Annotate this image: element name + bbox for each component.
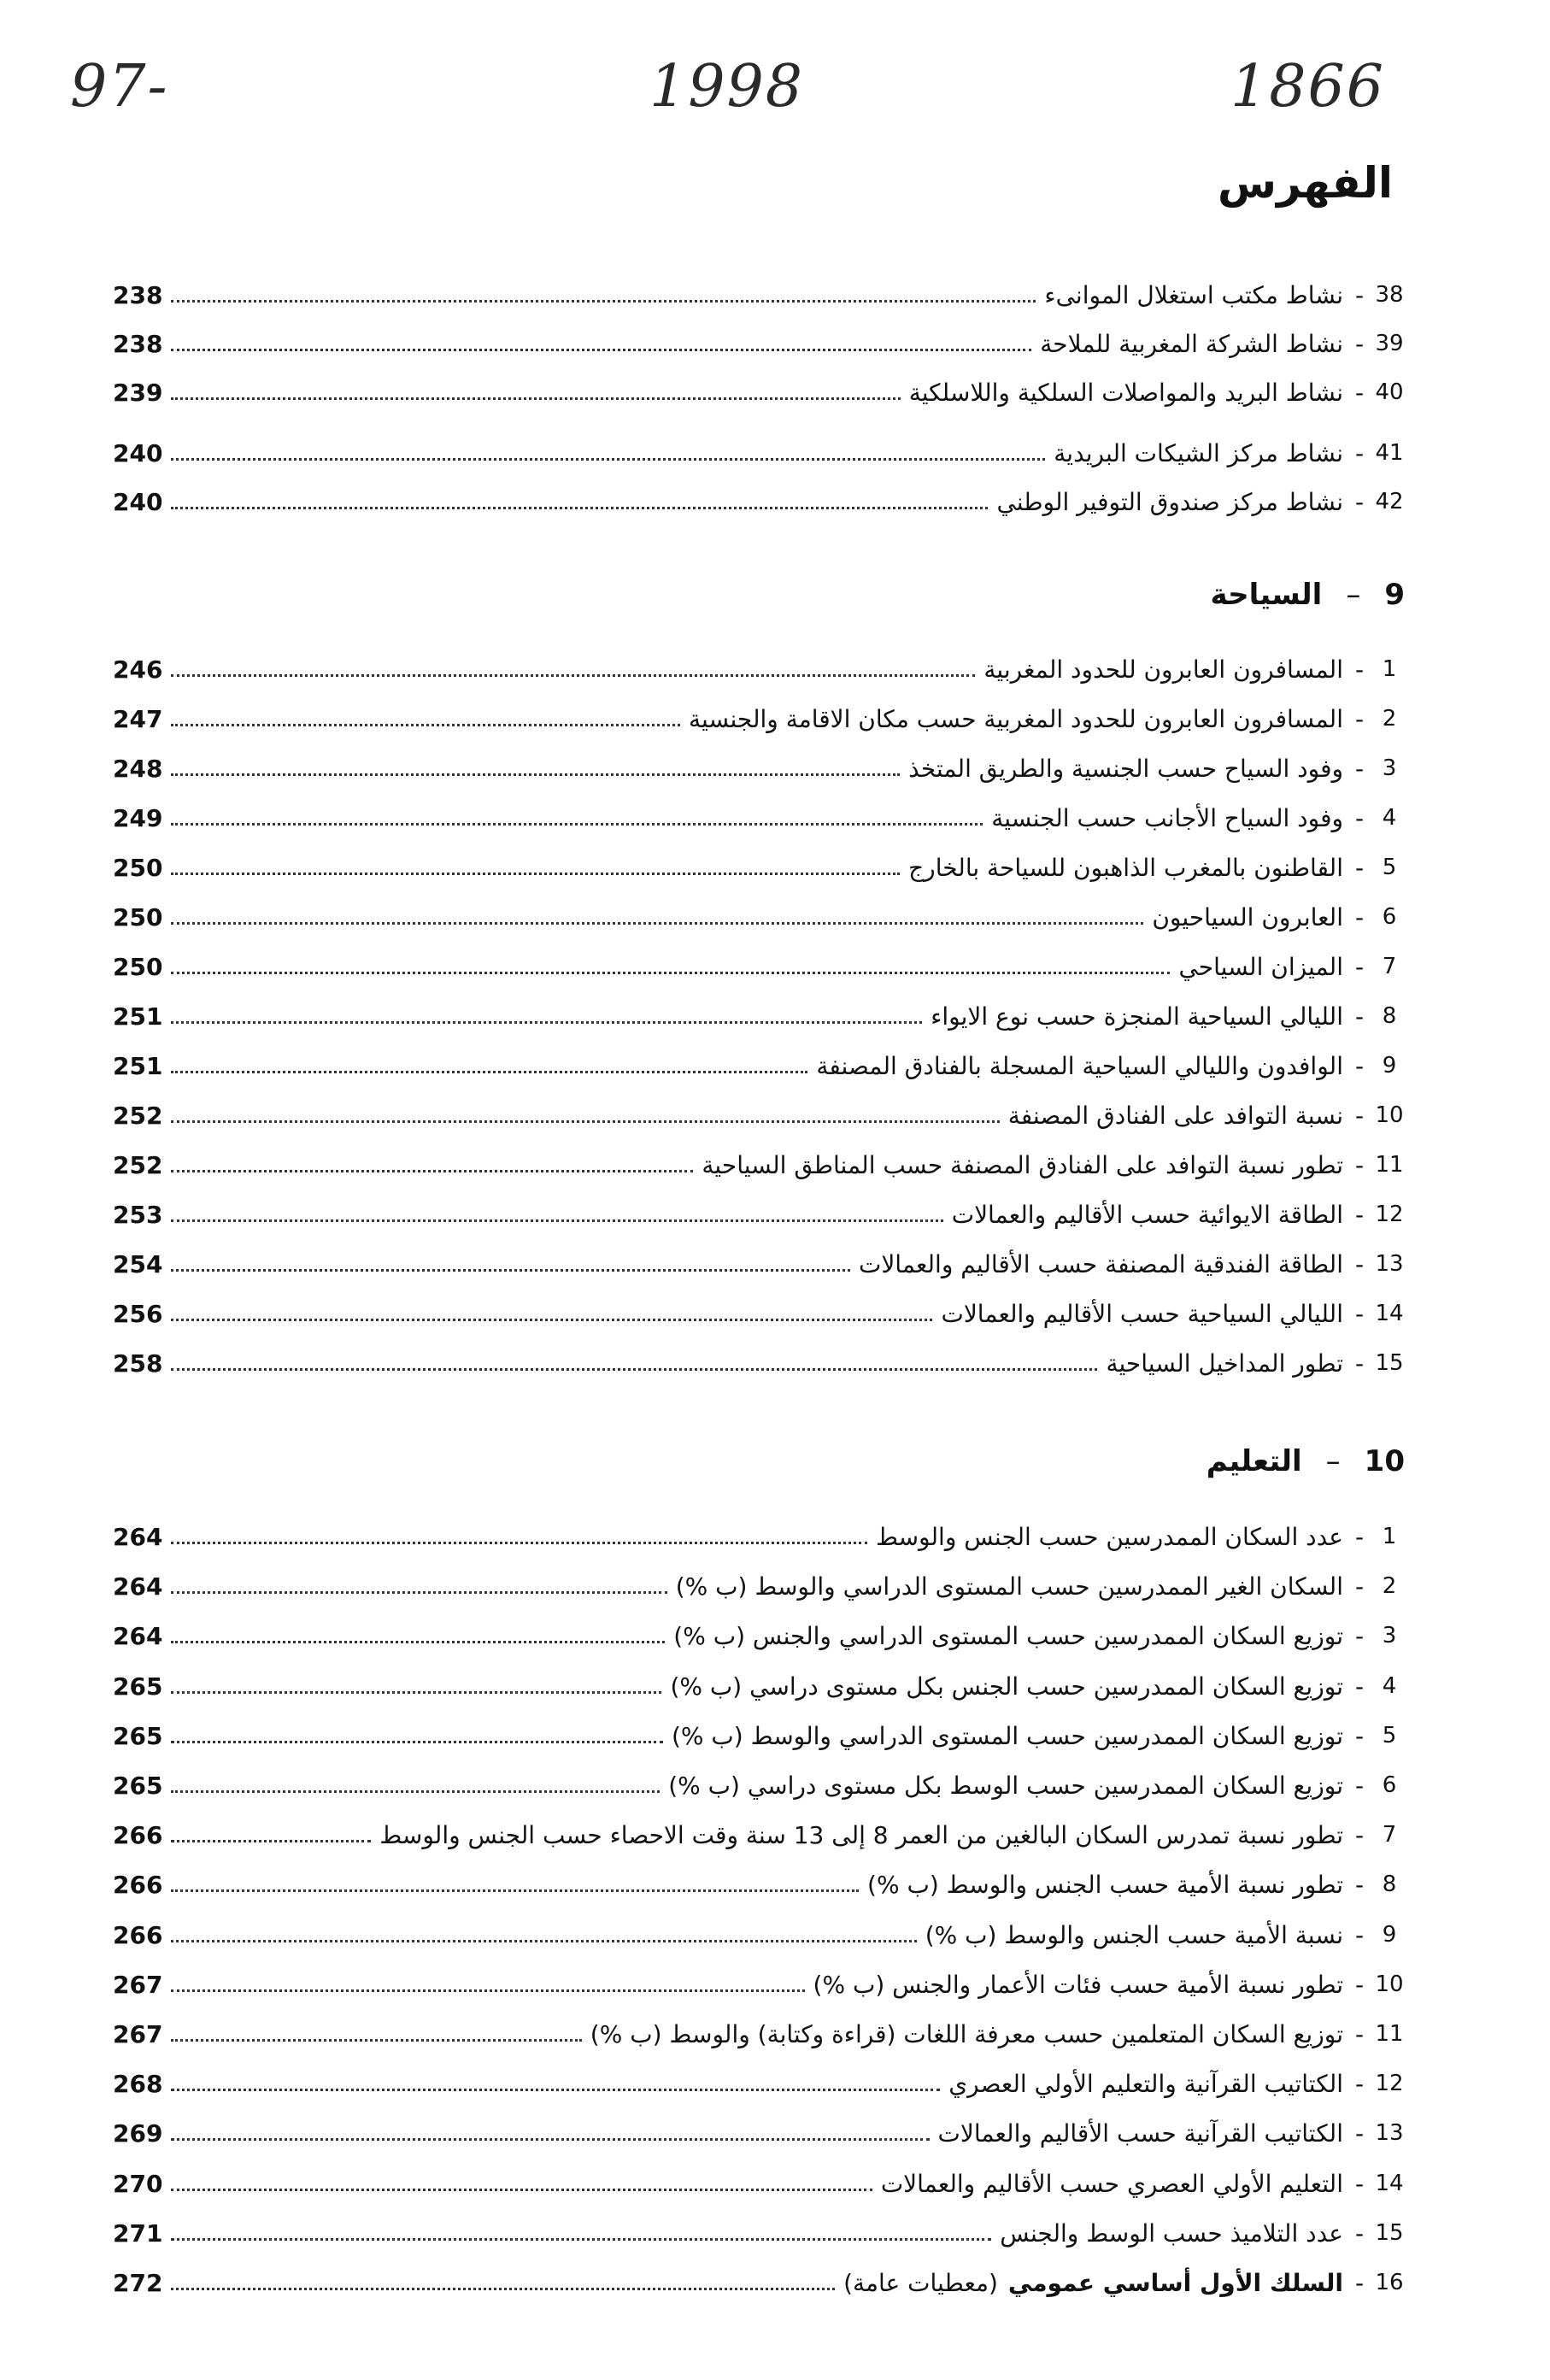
toc-row-dash: - bbox=[1354, 2118, 1365, 2148]
leader-dots bbox=[171, 674, 975, 677]
toc-row-page-number: 248 bbox=[113, 754, 163, 783]
section-number: 9 bbox=[1384, 578, 1405, 612]
toc-row-page-number: 252 bbox=[113, 1101, 163, 1130]
toc-row-page-number: 258 bbox=[113, 1349, 163, 1378]
toc-row-number: 7 bbox=[1382, 1822, 1397, 1848]
toc-row-dash: - bbox=[1354, 1820, 1365, 1849]
toc-row-title: الوافدون والليالي السياحية المسجلة بالفنادق المصنفة bbox=[816, 1051, 1343, 1080]
toc-row bbox=[113, 1343, 1408, 1383]
toc-row bbox=[113, 1616, 1408, 1655]
toc-row-number: 16 bbox=[1375, 2270, 1404, 2295]
toc-row bbox=[113, 2064, 1408, 2103]
toc-row-title: توزيع السكان الممدرسين حسب المستوى الدراسي والوسط (ب %) bbox=[672, 1721, 1343, 1750]
leader-dots bbox=[171, 773, 900, 776]
toc-row bbox=[113, 1195, 1408, 1234]
toc-row bbox=[113, 897, 1408, 937]
toc-row-title-suffix: (معطيات عامة) bbox=[843, 2268, 998, 2297]
toc-row-dash: - bbox=[1354, 1249, 1365, 1278]
toc-row-page-number: 265 bbox=[113, 1771, 163, 1800]
toc-row-page-number: 251 bbox=[113, 1051, 163, 1080]
toc-row-page-number: 270 bbox=[113, 2169, 163, 2198]
toc-row-dash: - bbox=[1354, 1200, 1365, 1229]
toc-row-title: تطور المداخيل السياحية bbox=[1106, 1349, 1343, 1378]
toc-row bbox=[113, 1145, 1408, 1184]
toc-row-number: 12 bbox=[1375, 1202, 1404, 1227]
toc-row-dash: - bbox=[1354, 1150, 1365, 1179]
toc-row-title: التعليم الأولي العصري حسب الأقاليم والعمالات bbox=[880, 2169, 1343, 2198]
toc-row-number: 15 bbox=[1375, 2220, 1404, 2246]
toc-row-page-number: 269 bbox=[113, 2118, 163, 2148]
leader-dots bbox=[171, 1790, 660, 1793]
toc-row-title: الكتاتيب القرآنية حسب الأقاليم والعمالات bbox=[937, 2118, 1343, 2148]
toc-row-number: 12 bbox=[1375, 2071, 1404, 2096]
leader-dots bbox=[171, 2138, 929, 2141]
leader-dots bbox=[171, 2238, 991, 2241]
toc-row bbox=[113, 1046, 1408, 1085]
toc-row bbox=[113, 798, 1408, 837]
toc-row-title: الليالي السياحية المنجزة حسب نوع الايواء bbox=[931, 1002, 1343, 1031]
toc-row-dash: - bbox=[1354, 378, 1365, 407]
toc-row bbox=[113, 1566, 1408, 1606]
leader-dots bbox=[171, 2288, 835, 2290]
leader-dots bbox=[171, 1071, 807, 1073]
toc-row-dash: - bbox=[1354, 952, 1365, 981]
toc-row-number: 42 bbox=[1375, 489, 1404, 514]
toc-row-dash: - bbox=[1354, 280, 1365, 309]
leader-dots bbox=[171, 1319, 932, 1321]
toc-row-page-number: 266 bbox=[113, 1870, 163, 1899]
leader-dots bbox=[171, 507, 988, 509]
toc-row-number: 15 bbox=[1375, 1350, 1404, 1376]
toc-row-dash: - bbox=[1354, 1101, 1365, 1130]
handwritten-note-center: 1998 bbox=[649, 53, 805, 120]
toc-row bbox=[113, 1815, 1408, 1854]
leader-dots bbox=[171, 1641, 665, 1643]
toc-row-dash: - bbox=[1354, 2019, 1365, 2048]
toc-row-dash: - bbox=[1354, 902, 1365, 931]
toc-row-title: العابرون السياحيون bbox=[1152, 902, 1343, 931]
toc-row-page-number: 253 bbox=[113, 1200, 163, 1229]
toc-row-page-number: 240 bbox=[113, 487, 163, 516]
leader-dots bbox=[171, 873, 900, 875]
toc-row bbox=[113, 996, 1408, 1036]
leader-dots bbox=[171, 724, 680, 726]
toc-row-title: عدد التلاميذ حسب الوسط والجنس bbox=[1000, 2218, 1343, 2248]
toc-row-dash: - bbox=[1354, 2069, 1365, 2098]
toc-row-number: 41 bbox=[1375, 440, 1404, 466]
leader-dots bbox=[171, 1741, 663, 1743]
toc-row bbox=[113, 749, 1408, 788]
toc-row bbox=[113, 373, 1408, 412]
leader-dots bbox=[171, 1591, 666, 1594]
section-dash: – bbox=[1325, 1444, 1341, 1478]
toc-row-dash: - bbox=[1354, 1970, 1365, 1999]
toc-row-dash: - bbox=[1354, 1920, 1365, 1949]
toc-row-title: الليالي السياحية حسب الأقاليم والعمالات bbox=[941, 1299, 1343, 1328]
toc-row-dash: - bbox=[1354, 1771, 1365, 1800]
leader-dots bbox=[171, 1989, 804, 1992]
toc-row-page-number: 238 bbox=[113, 329, 163, 358]
leader-dots bbox=[171, 300, 1036, 303]
leader-dots bbox=[171, 1889, 859, 1892]
section-number: 10 bbox=[1364, 1444, 1405, 1478]
toc-row-page-number: 240 bbox=[113, 438, 163, 467]
toc-row-title: نشاط مركز الشيكات البريدية bbox=[1054, 438, 1343, 467]
toc-row-number: 1 bbox=[1382, 656, 1397, 682]
leader-dots bbox=[171, 1368, 1097, 1371]
toc-row bbox=[113, 1096, 1408, 1135]
toc-row bbox=[113, 1517, 1408, 1556]
toc-row-dash: - bbox=[1354, 1721, 1365, 1750]
toc-row-number: 4 bbox=[1382, 1673, 1397, 1699]
leader-dots bbox=[171, 823, 983, 826]
toc-row-dash: - bbox=[1354, 487, 1365, 516]
toc-row-number: 14 bbox=[1375, 1301, 1404, 1326]
toc-row-page-number: 267 bbox=[113, 2019, 163, 2048]
toc-row-dash: - bbox=[1354, 1349, 1365, 1378]
toc-row-page-number: 264 bbox=[113, 1522, 163, 1551]
toc-row-title: نسبة الأمية حسب الجنس والوسط (ب %) bbox=[925, 1920, 1343, 1949]
toc-row-page-number: 251 bbox=[113, 1002, 163, 1031]
toc-row bbox=[113, 1766, 1408, 1805]
toc-row-title: السكان الغير الممدرسين حسب المستوى الدراسي والوسط (ب %) bbox=[675, 1572, 1343, 1601]
toc-row-title: الطاقة الايوائية حسب الأقاليم والعمالات bbox=[951, 1200, 1343, 1229]
leader-dots bbox=[171, 1691, 661, 1694]
toc-row-number: 14 bbox=[1375, 2171, 1404, 2196]
toc-row-number: 38 bbox=[1375, 282, 1404, 308]
toc-row-dash: - bbox=[1354, 2268, 1365, 2297]
toc-row bbox=[113, 433, 1408, 473]
toc-row-dash: - bbox=[1354, 1621, 1365, 1650]
toc-row-dash: - bbox=[1354, 2218, 1365, 2248]
toc-row bbox=[113, 947, 1408, 986]
leader-dots bbox=[171, 2189, 872, 2191]
leader-dots bbox=[171, 1120, 999, 1123]
toc-row-page-number: 252 bbox=[113, 1150, 163, 1179]
toc-row-number: 4 bbox=[1382, 805, 1397, 831]
toc-row-dash: - bbox=[1354, 1672, 1365, 1701]
toc-row-number: 8 bbox=[1382, 1003, 1397, 1029]
toc-row-dash: - bbox=[1354, 1522, 1365, 1551]
toc-row-dash: - bbox=[1354, 803, 1365, 832]
toc-row-dash: - bbox=[1354, 438, 1365, 467]
leader-dots bbox=[171, 2089, 940, 2091]
toc-row-number: 11 bbox=[1375, 1152, 1404, 1178]
toc-row bbox=[113, 1865, 1408, 1904]
toc-row-number: 10 bbox=[1375, 1972, 1404, 1997]
toc-row-page-number: 267 bbox=[113, 1970, 163, 1999]
toc-row-number: 7 bbox=[1382, 954, 1397, 979]
toc-row-page-number: 249 bbox=[113, 803, 163, 832]
toc-row-title: القاطنون بالمغرب الذاهبون للسياحة بالخارج bbox=[908, 853, 1343, 882]
toc-row-number: 1 bbox=[1382, 1524, 1397, 1549]
toc-row bbox=[113, 2164, 1408, 2203]
toc-row-number: 3 bbox=[1382, 1623, 1397, 1648]
leader-dots bbox=[171, 922, 1143, 925]
toc-row-page-number: 268 bbox=[113, 2069, 163, 2098]
toc-row-number: 10 bbox=[1375, 1102, 1404, 1128]
toc-row-number: 13 bbox=[1375, 2120, 1404, 2146]
toc-row-page-number: 250 bbox=[113, 902, 163, 931]
toc-row-title: الميزان السياحي bbox=[1178, 952, 1343, 981]
toc-row-page-number: 239 bbox=[113, 378, 163, 407]
toc-row bbox=[113, 324, 1408, 363]
toc-row bbox=[113, 2014, 1408, 2054]
toc-row-title: تطور نسبة تمدرس السكان البالغين من العمر 8 إلى 13 سنة وقت الاحصاء حسب الجنس والوسط bbox=[379, 1820, 1343, 1849]
toc-row-dash: - bbox=[1354, 1870, 1365, 1899]
toc-row-number: 6 bbox=[1382, 904, 1397, 930]
toc-row-dash: - bbox=[1354, 754, 1365, 783]
toc-row bbox=[113, 848, 1408, 887]
toc-row-page-number: 266 bbox=[113, 1920, 163, 1949]
toc-row-title: نشاط مكتب استغلال الموانىء bbox=[1044, 280, 1343, 309]
toc-row-number: 40 bbox=[1375, 379, 1404, 405]
leader-dots bbox=[171, 2039, 581, 2042]
toc-row-page-number: 271 bbox=[113, 2218, 163, 2248]
leader-dots bbox=[171, 458, 1045, 461]
toc-row bbox=[113, 1244, 1408, 1284]
toc-row-dash: - bbox=[1354, 1002, 1365, 1031]
toc-row bbox=[113, 1915, 1408, 1954]
toc-row-title: الكتاتيب القرآنية والتعليم الأولي العصري bbox=[948, 2069, 1343, 2098]
toc-row-title: المسافرون العابرون للحدود المغربية bbox=[983, 655, 1343, 684]
toc-row-number: 8 bbox=[1382, 1872, 1397, 1897]
toc-row-title: نشاط البريد والمواصلات السلكية واللاسلكية bbox=[908, 378, 1343, 407]
section-title: السياحة bbox=[1210, 578, 1323, 612]
leader-dots bbox=[171, 1840, 371, 1842]
toc-row-number: 2 bbox=[1382, 1573, 1397, 1599]
leader-dots bbox=[171, 349, 1031, 351]
toc-row-title: نشاط الشركة المغربية للملاحة bbox=[1040, 329, 1343, 358]
toc-row-title: السلك الأول أساسي عمومي bbox=[1007, 2268, 1343, 2297]
toc-row-page-number: 250 bbox=[113, 952, 163, 981]
toc-row-title: توزيع السكان الممدرسين حسب الوسط بكل مستوى دراسي (ب %) bbox=[668, 1771, 1343, 1800]
section-title: التعليم bbox=[1206, 1444, 1302, 1478]
toc-row bbox=[113, 1716, 1408, 1755]
toc-row bbox=[113, 2213, 1408, 2253]
leader-dots bbox=[171, 397, 900, 400]
toc-row-page-number: 265 bbox=[113, 1672, 163, 1701]
toc-row bbox=[113, 482, 1408, 521]
toc-row-page-number: 264 bbox=[113, 1621, 163, 1650]
leader-dots bbox=[171, 1269, 850, 1272]
toc-row-page-number: 250 bbox=[113, 853, 163, 882]
toc-row-number: 39 bbox=[1375, 331, 1404, 356]
toc-row-title: الطاقة الفندقية المصنفة حسب الأقاليم والعمالات bbox=[858, 1249, 1343, 1278]
toc-row-dash: - bbox=[1354, 1572, 1365, 1601]
toc-row-title: تطور نسبة الأمية حسب فئات الأعمار والجنس (ب %) bbox=[813, 1970, 1343, 1999]
leader-dots bbox=[171, 972, 1170, 974]
toc-row-page-number: 256 bbox=[113, 1299, 163, 1328]
toc-row-page-number: 254 bbox=[113, 1249, 163, 1278]
toc-row-dash: - bbox=[1354, 853, 1365, 882]
toc-row bbox=[113, 2263, 1408, 2302]
toc-row-page-number: 266 bbox=[113, 1820, 163, 1849]
toc-row-number: 9 bbox=[1382, 1922, 1397, 1948]
section-header bbox=[1207, 1444, 1405, 1478]
toc-row-dash: - bbox=[1354, 1051, 1365, 1080]
section-header bbox=[1211, 578, 1405, 612]
toc-row bbox=[113, 699, 1408, 738]
toc-row-number: 9 bbox=[1382, 1053, 1397, 1078]
leader-dots bbox=[171, 1170, 693, 1172]
toc-row-number: 13 bbox=[1375, 1251, 1404, 1277]
toc-row bbox=[113, 1965, 1408, 2004]
toc-row-number: 2 bbox=[1382, 706, 1397, 732]
handwritten-note-left: 97- bbox=[70, 53, 169, 120]
toc-row bbox=[113, 2113, 1408, 2153]
toc-row bbox=[113, 1294, 1408, 1333]
page-title: الفهرس bbox=[1217, 158, 1393, 208]
toc-row-number: 5 bbox=[1382, 1723, 1397, 1748]
toc-row-page-number: 246 bbox=[113, 655, 163, 684]
toc-row-dash: - bbox=[1354, 2169, 1365, 2198]
toc-row-title: توزيع السكان الممدرسين حسب المستوى الدراسي والجنس (ب %) bbox=[673, 1621, 1343, 1650]
toc-row-title: نشاط مركز صندوق التوفير الوطني bbox=[996, 487, 1343, 516]
toc-row-title: وفود السياح حسب الجنسية والطريق المتخذ bbox=[908, 754, 1343, 783]
toc-row-title: المسافرون العابرون للحدود المغربية حسب مكان الاقامة والجنسية bbox=[689, 704, 1343, 733]
toc-row-number: 3 bbox=[1382, 755, 1397, 781]
toc-row-dash: - bbox=[1354, 1299, 1365, 1328]
handwritten-note-right: 1866 bbox=[1230, 53, 1386, 120]
toc-row-dash: - bbox=[1354, 704, 1365, 733]
toc-row-page-number: 238 bbox=[113, 280, 163, 309]
toc-row-number: 11 bbox=[1375, 2021, 1404, 2047]
toc-row bbox=[113, 649, 1408, 689]
toc-row bbox=[113, 275, 1408, 314]
toc-row bbox=[113, 1666, 1408, 1706]
toc-row-number: 5 bbox=[1382, 855, 1397, 880]
toc-row-title: عدد السكان الممدرسين حسب الجنس والوسط bbox=[876, 1522, 1343, 1551]
toc-row-title: نسبة التوافد على الفنادق المصنفة bbox=[1007, 1101, 1343, 1130]
toc-row-number: 6 bbox=[1382, 1772, 1397, 1798]
toc-row-page-number: 247 bbox=[113, 704, 163, 733]
toc-row-title: توزيع السكان الممدرسين حسب الجنس بكل مستوى دراسي (ب %) bbox=[670, 1672, 1343, 1701]
leader-dots bbox=[171, 1021, 922, 1024]
toc-row-dash: - bbox=[1354, 655, 1365, 684]
toc-row-title: تطور نسبة الأمية حسب الجنس والوسط (ب %) bbox=[867, 1870, 1343, 1899]
toc-row-page-number: 265 bbox=[113, 1721, 163, 1750]
toc-row-title: تطور نسبة التوافد على الفنادق المصنفة حسب المناطق السياحية bbox=[702, 1150, 1343, 1179]
leader-dots bbox=[171, 1542, 867, 1544]
toc-row-title: توزيع السكان المتعلمين حسب معرفة اللغات (قراءة وكتابة) والوسط (ب %) bbox=[590, 2019, 1343, 2048]
toc-row-page-number: 272 bbox=[113, 2268, 163, 2297]
leader-dots bbox=[171, 1219, 942, 1222]
toc-row-title: وفود السياح الأجانب حسب الجنسية bbox=[991, 803, 1343, 832]
section-dash: – bbox=[1346, 578, 1361, 612]
leader-dots bbox=[171, 1940, 916, 1942]
toc-row-dash: - bbox=[1354, 329, 1365, 358]
toc-row-page-number: 264 bbox=[113, 1572, 163, 1601]
